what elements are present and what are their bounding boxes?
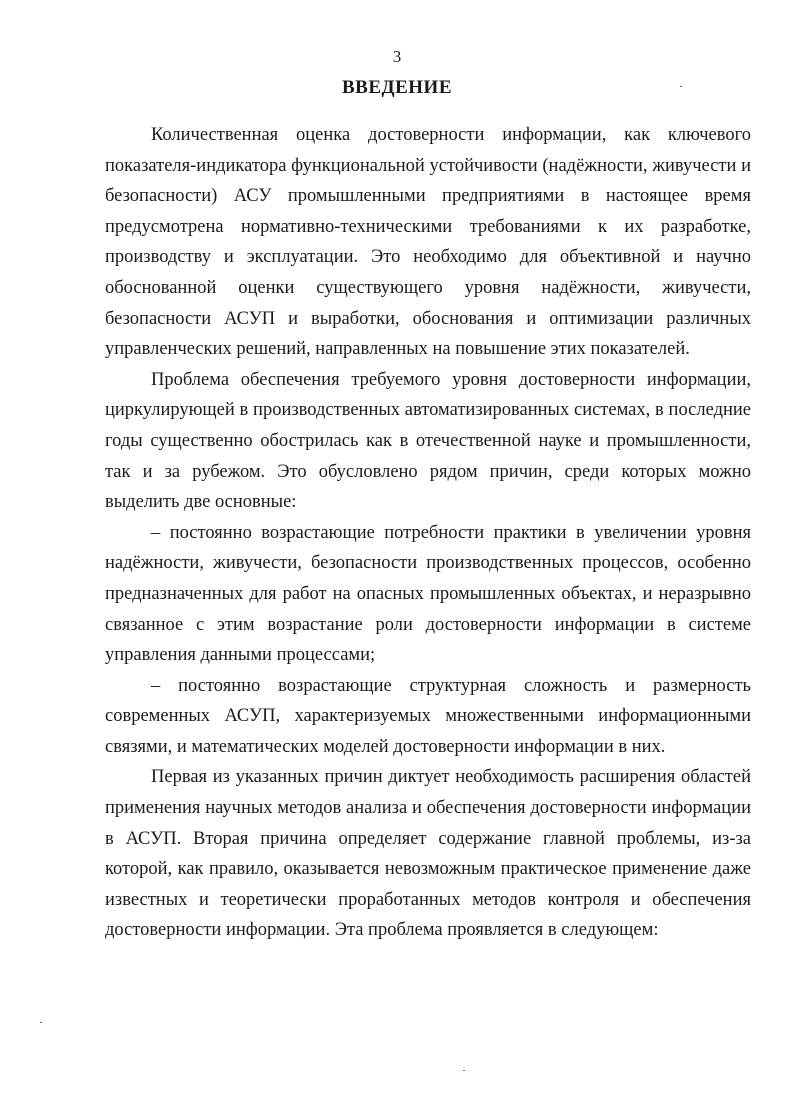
scan-speck <box>463 1070 465 1071</box>
page-title: ВВЕДЕНИЕ <box>342 77 452 98</box>
paragraph-1: Количественная оценка достоверности информации, как ключевого показателя-индикатора функциональной устойчивости (надёжности, живучести и безопасности) АСУ промышленными предприятиями в настоящее время предусмотрена нормативно-техническими требованиями к их разработке, производству и эксплуатации. Это необходимо для объективной и научно обоснованной оценки существующего уровня надёжности, живучести, безопасности АСУП и выработки, обоснования и оптимизации различных управленческих решений, направленных на повышение этих показателей. <box>105 125 751 360</box>
scan-speck <box>680 86 682 87</box>
paragraph-2: Проблема обеспечения требуемого уровня достоверности информации, циркулирующей в производственных автоматизированных системах, в последние годы существенно обострилась как в отечественной науке и промышленности, так и за рубежом. Это обусловлено рядом причин, среди которых можно выделить две основные: <box>105 369 751 513</box>
paragraph-3: Первая из указанных причин диктует необходимость расширения областей применения научных методов анализа и обеспечения достоверности информации в АСУП. Вторая причина определяет содержание главной проблемы, из-за которой, как правило, оказывается невозможным практическое применение даже известных и теоретически проработанных методов контроля и обеспечения достоверности информации. Эта проблема проявляется в следующем: <box>105 767 751 941</box>
scan-speck <box>40 1022 42 1023</box>
list-item-2: – постоянно возрастающие структурная сложность и размерность современных АСУП, характеризуемых множественными информационными связями, и математических моделей достоверности информации в них. <box>105 675 751 757</box>
page-number: 3 <box>392 47 402 66</box>
body-text <box>105 120 751 946</box>
list-item-1: – постоянно возрастающие потребности практики в увеличении уровня надёжности, живучести, безопасности производственных процессов, особенно предназначенных для работ на опасных промышленных объектах, и неразрывно связанное с этим возрастание роли достоверности информации в системе управления данными процессами; <box>105 522 751 666</box>
